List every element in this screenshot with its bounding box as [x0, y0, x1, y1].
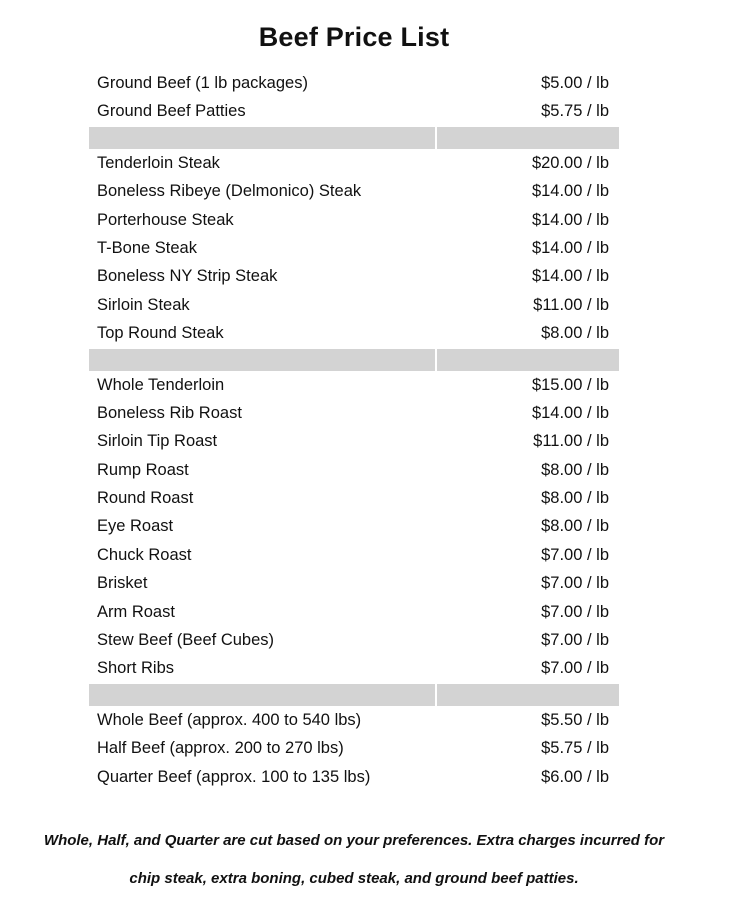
item-name: Chuck Roast	[97, 545, 192, 564]
footnote-line-2: chip steak, extra boning, cubed steak, and ground beef patties.	[129, 870, 579, 887]
item-name: Short Ribs	[97, 659, 175, 678]
price-row	[89, 457, 619, 485]
item-price: $7.00 / lb	[541, 574, 609, 593]
section-separator	[89, 349, 619, 371]
item-price: $7.00 / lb	[541, 545, 609, 564]
price-row	[89, 428, 619, 456]
item-name: Boneless NY Strip Steak	[97, 267, 278, 286]
item-name: Eye Roast	[97, 517, 174, 536]
item-name: Whole Beef (approx. 400 to 540 lbs)	[97, 710, 362, 729]
price-row	[89, 513, 619, 541]
item-price: $8.00 / lb	[541, 324, 609, 343]
item-price: $7.00 / lb	[541, 631, 609, 650]
item-name: Tenderloin Steak	[97, 153, 220, 172]
item-price: $5.00 / lb	[541, 74, 609, 92]
item-price: $11.00 / lb	[533, 432, 609, 451]
price-row	[89, 627, 619, 655]
price-row	[89, 400, 619, 428]
price-row	[89, 98, 619, 126]
item-name: Ground Beef Patties	[97, 102, 246, 121]
item-name: Half Beef (approx. 200 to 270 lbs)	[97, 739, 344, 758]
price-row	[89, 320, 619, 348]
item-name: Brisket	[97, 574, 148, 593]
item-price: $5.75 / lb	[541, 102, 609, 121]
page-title: Beef Price List	[258, 22, 450, 52]
item-price: $8.00 / lb	[541, 489, 609, 508]
price-row	[89, 707, 619, 735]
price-row	[89, 263, 619, 291]
price-row	[89, 70, 619, 98]
item-name: Boneless Ribeye (Delmonico) Steak	[97, 182, 362, 201]
item-price: $5.50 / lb	[541, 710, 609, 729]
price-row	[89, 485, 619, 513]
item-name: Sirloin Tip Roast	[97, 432, 218, 451]
item-price: $7.00 / lb	[541, 659, 609, 678]
item-price: $20.00 / lb	[531, 153, 609, 172]
item-price: $8.00 / lb	[541, 517, 609, 536]
price-row	[89, 235, 619, 263]
item-name: Ground Beef (1 lb packages)	[97, 74, 308, 92]
price-row	[89, 292, 619, 320]
price-row	[89, 178, 619, 206]
item-name: Rump Roast	[97, 460, 189, 479]
item-name: Round Roast	[97, 489, 194, 508]
price-row	[89, 655, 619, 683]
price-row	[89, 570, 619, 598]
item-name: Top Round Steak	[97, 324, 224, 343]
price-table	[89, 70, 619, 792]
item-name: Stew Beef (Beef Cubes)	[97, 631, 275, 650]
price-row	[89, 207, 619, 235]
item-price: $14.00 / lb	[531, 210, 609, 229]
item-price: $8.00 / lb	[541, 460, 609, 479]
footnote-line-1: Whole, Half, and Quarter are cut based on your preferences. Extra charges incurred for	[43, 832, 665, 849]
item-price: $14.00 / lb	[531, 182, 609, 201]
item-name: Sirloin Steak	[97, 295, 190, 314]
price-row	[89, 542, 619, 570]
item-price: $7.00 / lb	[541, 602, 609, 621]
item-name: Porterhouse Steak	[97, 210, 234, 229]
item-name: Whole Tenderloin	[97, 375, 225, 394]
item-name: Quarter Beef (approx. 100 to 135 lbs)	[97, 767, 371, 786]
price-row	[89, 150, 619, 178]
item-price: $6.00 / lb	[541, 767, 609, 786]
item-price: $5.75 / lb	[541, 739, 609, 758]
item-price: $14.00 / lb	[531, 403, 609, 422]
item-name: Arm Roast	[97, 602, 175, 621]
item-name: T-Bone Steak	[97, 238, 197, 257]
section-separator	[89, 684, 619, 706]
item-price: $14.00 / lb	[531, 238, 609, 257]
price-row	[89, 372, 619, 400]
price-row	[89, 599, 619, 627]
section-separator	[89, 127, 619, 149]
item-price: $14.00 / lb	[531, 267, 609, 286]
item-price: $15.00 / lb	[531, 375, 609, 394]
price-row	[89, 735, 619, 763]
item-name: Boneless Rib Roast	[97, 403, 242, 422]
price-row	[89, 764, 619, 792]
item-price: $11.00 / lb	[533, 295, 609, 314]
